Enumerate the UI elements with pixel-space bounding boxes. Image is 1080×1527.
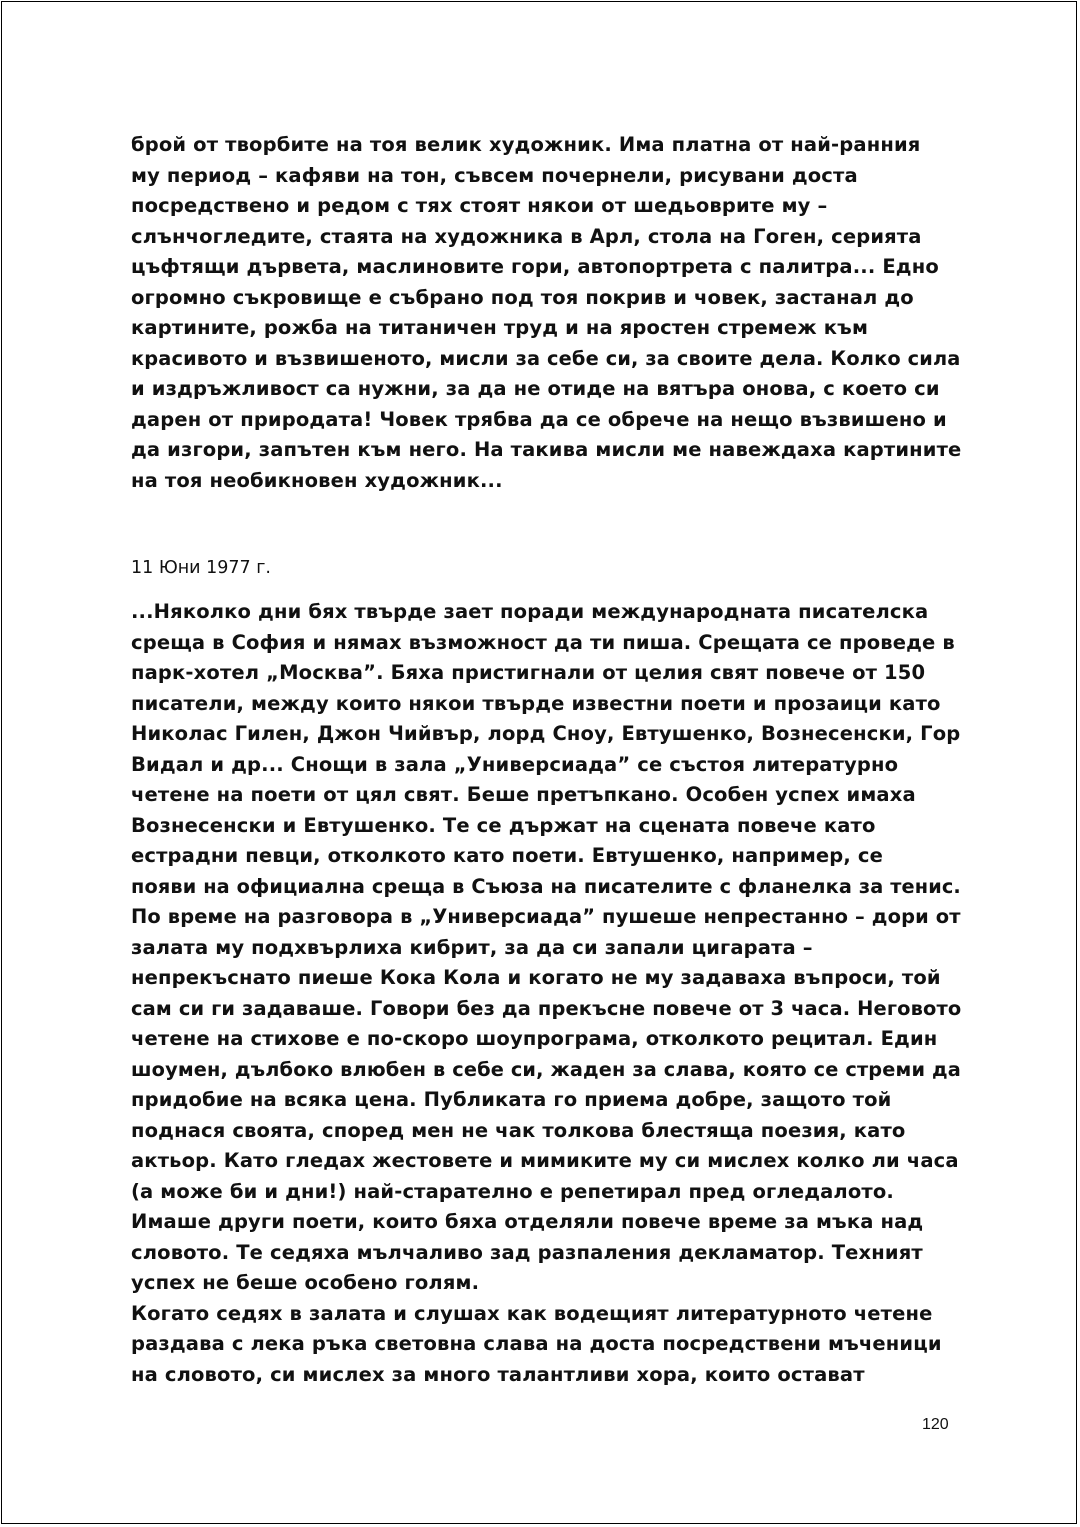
paragraph-2 [131, 597, 961, 1390]
text-line: дарен от природата! Човек трябва да се обрече на нещо възвишено и [131, 407, 947, 431]
text-line: красивото и възвишеното, мисли за себе си, за своите дела. Колко сила [131, 346, 961, 370]
text-line: ...Няколко дни бях твърде зает поради международната писателска [131, 600, 929, 623]
text-line: и издръжливост са нужни, за да не отиде на вятъра онова, с което си [131, 377, 940, 400]
text-line: По време на разговора в „Универсиада” пушеше непрестанно – дори от [131, 905, 961, 928]
text-line: посредствено и редом с тях стоят някои от шедьоврите му – [131, 194, 828, 217]
entry-date: 11 Юни 1977 г. [131, 558, 271, 578]
text-line: (а може би и дни!) най-старателно е репетирал пред огледалото. [131, 1179, 894, 1203]
page-number: 120 [922, 1416, 949, 1433]
text-line: огромно съкровище е събрано под тоя покрив и човек, застанал до [131, 285, 914, 309]
text-line: залата му подхвърлиха кибрит, за да си запали цигарата – [131, 935, 813, 959]
text-line: сам си ги задаваше. Говори без да прекъсне повече от 3 часа. Неговото [131, 996, 962, 1020]
text-line: придобие на всяка цена. Публиката го приема добре, защото той [131, 1088, 892, 1111]
text-line: четене на стихове е по-скоро шоупрограма, отколкото рецитал. Един [131, 1027, 938, 1050]
text-line: раздава с лека ръка световна слава на доста посредствени мъченици [131, 1332, 942, 1355]
text-line: слънчогледите, стаята на художника в Арл, стола на Гоген, серията [131, 224, 922, 248]
text-line: четене на поети от цял свят. Беше претъпкано. Особен успех имаха [131, 783, 916, 806]
text-line: писатели, между които някои твърде известни поети и прозаици като [131, 691, 941, 715]
text-line: цъфтящи дървета, маслиновите гори, автопортрета с палитра... Едно [131, 255, 939, 278]
text-line: Когато седях в залата и слушах как водещият литературното четене [131, 1301, 933, 1325]
paragraph-1 [131, 130, 961, 496]
text-line: словото. Те седяха мълчаливо зад разпаления декламатор. Техният [131, 1240, 923, 1264]
text-line: на тоя необикновен художник... [131, 468, 503, 492]
text-line: среща в София и нямах възможност да ти пиша. Срещата се проведе в [131, 630, 955, 654]
text-line: Имаше други поети, които бяха отделяли повече време за мъка над [131, 1210, 924, 1233]
text-line: на словото, си мислех за много талантливи хора, които остават [131, 1362, 865, 1386]
text-line: да изгори, запътен към него. На такива мисли ме навеждаха картините [131, 438, 962, 461]
text-line: шоумен, дълбоко влюбен в себе си, жаден за слава, която се стреми да [131, 1057, 961, 1081]
text-line: естрадни певци, отколкото като поети. Евтушенко, например, се [131, 844, 883, 867]
text-line: брой от творбите на тоя велик художник. Има платна от най-ранния [131, 133, 921, 156]
text-line: парк-хотел „Москва”. Бяха пристигнали от целия свят повече от 150 [131, 661, 926, 684]
text-line: му период – кафяви на тон, съвсем почернели, рисувани доста [131, 163, 858, 187]
document-page [1, 1, 1077, 1524]
text-line: Видал и др... Снощи в зала „Универсиада” се състоя литературно [131, 752, 899, 776]
text-line: Вознесенски и Евтушенко. Те се държат на сцената повече като [131, 813, 876, 837]
text-line: поднася своята, според мен не чак толкова блестяща поезия, като [131, 1118, 906, 1142]
text-line: появи на официална среща в Съюза на писателите с фланелка за тенис. [131, 874, 961, 898]
text-line: успех не беше особено голям. [131, 1271, 480, 1294]
text-line: непрекъснато пиеше Кока Кола и когато не му задаваха въпроси, той [131, 966, 941, 989]
text-line: картините, рожба на титаничен труд и на яростен стремеж към [131, 316, 869, 339]
text-line: актьор. Като гледах жестовете и мимиките му си мислех колко ли часа [131, 1149, 959, 1172]
text-line: Николас Гилен, Джон Чийвър, лорд Сноу, Евтушенко, Вознесенски, Гор [131, 722, 961, 745]
